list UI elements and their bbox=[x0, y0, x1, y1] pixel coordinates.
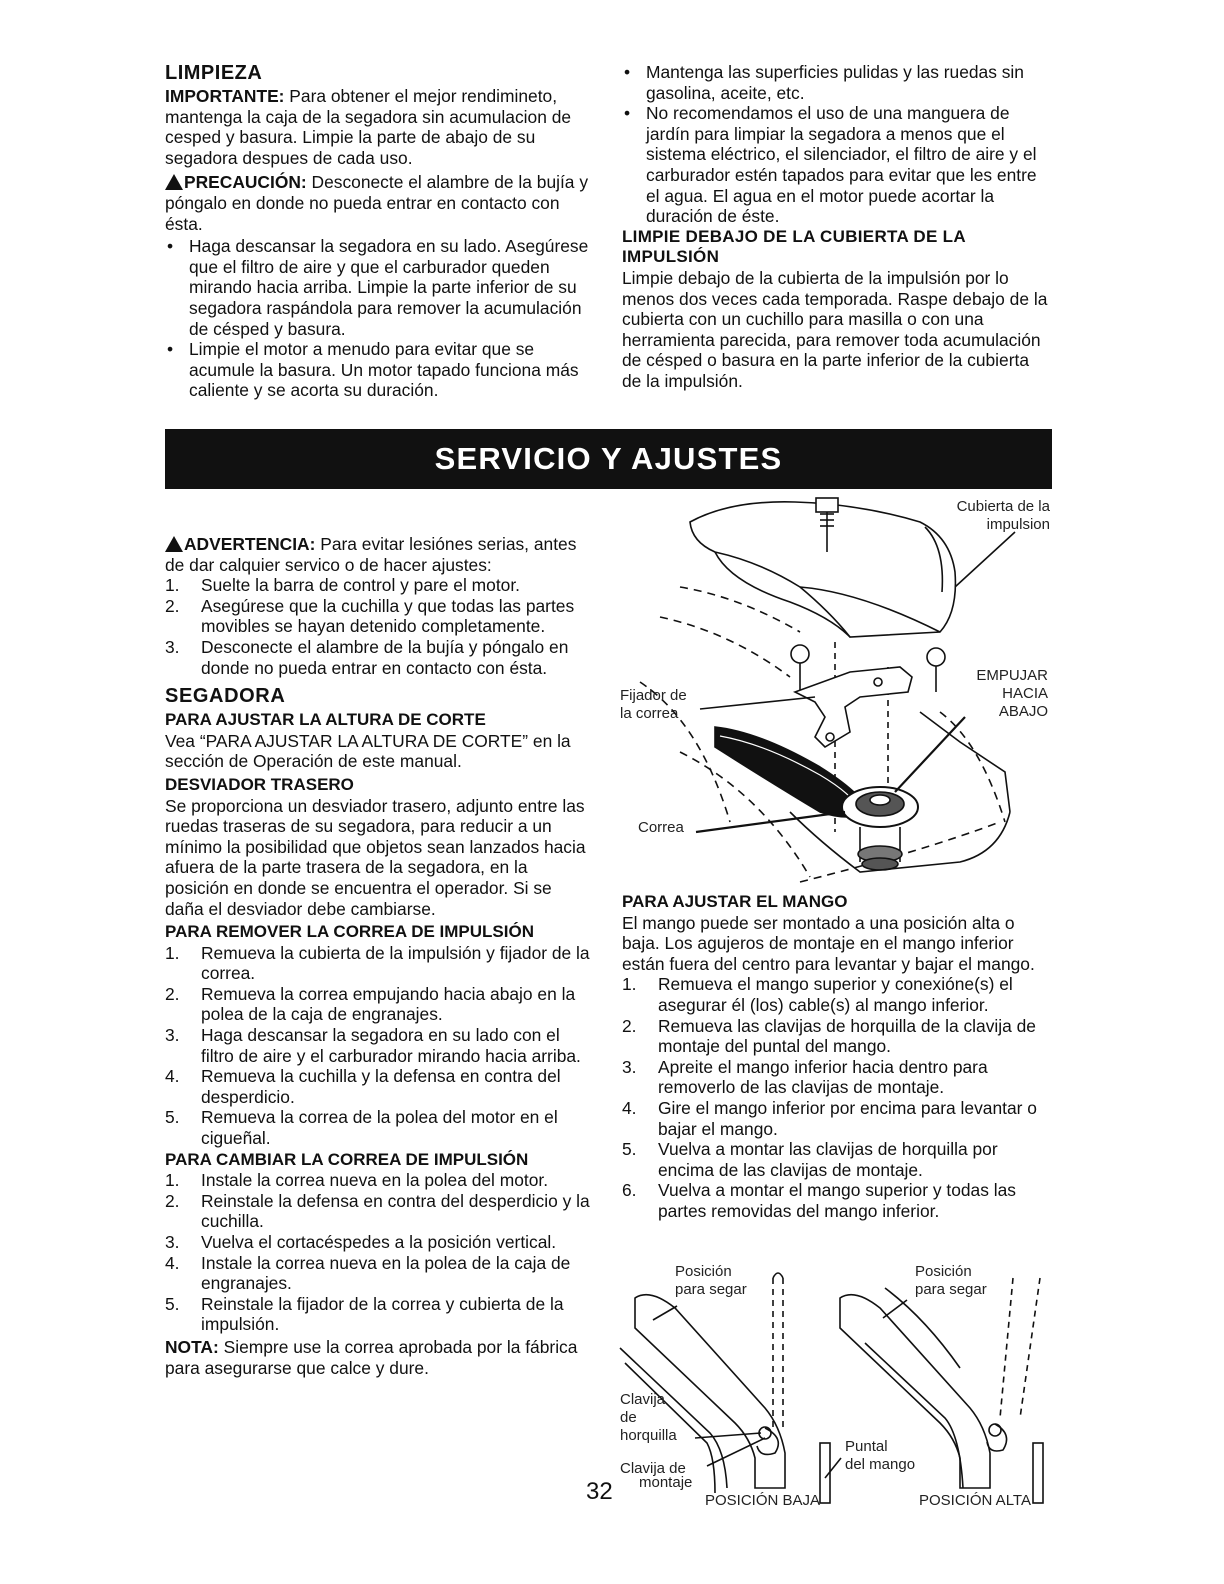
importante-paragraph bbox=[165, 86, 593, 168]
list-item: 5. Vuelva a montar las clavijas de horquilla por encima de las clavijas de montaje. bbox=[622, 1139, 998, 1180]
precaucion-label: PRECAUCIÓN: bbox=[184, 172, 307, 193]
remover-steps bbox=[165, 943, 595, 1149]
list-item: 2. Asegúrese que la cuchilla y que todas las partes movibles se hayan detenido completamente. bbox=[165, 595, 575, 637]
nota-paragraph bbox=[165, 1337, 595, 1378]
limpieza-bullet: • Mantenga las superficies pulidas y las ruedas sin gasolina, aceite, etc. bbox=[622, 62, 1052, 103]
list-item: 2. Reinstale la defensa en contra del desperdicio y la cuchilla. bbox=[165, 1190, 590, 1232]
limpie-debajo-title: LIMPIE DEBAJO DE LA CUBIERTA DE LA IMPULSIÓN bbox=[622, 226, 966, 267]
mango-title: PARA AJUSTAR EL MANGO bbox=[622, 892, 848, 911]
belt-diagram bbox=[620, 492, 1060, 892]
page-number: 32 bbox=[586, 1478, 613, 1505]
label-posicion-alta: POSICIÓN ALTA bbox=[919, 1492, 1031, 1509]
list-item: 3. Haga descansar la segadora en su lado con el filtro de aire y el carburador mirando hacia arriba. bbox=[165, 1025, 581, 1066]
importante-label: IMPORTANTE: bbox=[165, 86, 285, 106]
segadora-title: SEGADORA bbox=[165, 685, 286, 708]
list-item: 4. Gire el mango inferior por encima para levantar o bajar el mango. bbox=[622, 1097, 1037, 1139]
list-item: 5. Reinstale la fijador de la correa y cubierta de la impulsión. bbox=[165, 1293, 564, 1335]
list-item: 2. Remueva las clavijas de horquilla de la clavija de montaje del puntal del mango. bbox=[622, 1015, 1036, 1057]
label-posicion-segar-right: Posición para segar bbox=[915, 1263, 987, 1298]
limpie-debajo-text: Limpie debajo de la cubierta de la impulsión por lo menos dos veces cada temporada. Raspe debajo de la cubierta con un cuchillo para masilla o con una herramienta parecida, para remover toda acumulación de césped o basura en la parte inferior de la cubierta de la impulsión. bbox=[622, 267, 1048, 391]
list-item: 1. Remueva la cubierta de la impulsión y fijador de la correa. bbox=[165, 942, 590, 984]
altura-title: PARA AJUSTAR LA ALTURA DE CORTE bbox=[165, 710, 486, 730]
list-item: 1. Remueva el mango superior y conexióne(s) el asegurar él (los) cable(s) al mango inferior. bbox=[622, 974, 1013, 1015]
desviador-text: Se proporciona un desviador trasero, adjunto entre las ruedas traseras de su segadora, para reducir a un mínimo la posibilidad que objetos sean lanzados hacia afuera de la parte trasera de la segadora, en la posición en donde se encuentra el operador. Si se daña el desviador debe cambiarse. bbox=[165, 795, 586, 919]
label-puntal: Puntal del mango bbox=[845, 1438, 916, 1473]
label-cubierta: Cubierta de la impulsion bbox=[956, 498, 1050, 533]
handle-diagram bbox=[615, 1258, 1060, 1514]
importante-text: Para obtener el mejor rendimineto, mantenga la caja de la segadora sin acumulacion de cesped y basura. Limpie la parte de abajo de su segadora despues de cada uso. bbox=[165, 86, 572, 168]
label-correa: Correa bbox=[638, 819, 684, 836]
list-item: 3. Apreite el mango inferior hacia dentro para removerlo de las clavijas de montaje. bbox=[622, 1056, 988, 1098]
limpieza-section bbox=[165, 62, 593, 401]
advertencia-label: ADVERTENCIA: bbox=[184, 534, 316, 554]
altura-text: Vea “PARA AJUSTAR LA ALTURA DE CORTE” en la sección de Operación de este manual. bbox=[165, 730, 571, 772]
label-fijador: Fijador de la correa bbox=[620, 687, 687, 722]
nota-label: NOTA: bbox=[165, 1336, 219, 1357]
cambiar-title: PARA CAMBIAR LA CORREA DE IMPULSIÓN bbox=[165, 1149, 529, 1169]
advertencia-text: Para evitar lesiónes serias, antes de dar calquier servico o de hacer ajustes: bbox=[165, 534, 577, 575]
list-item: 3. Vuelva el cortacéspedes a la posición vertical. bbox=[165, 1232, 557, 1252]
list-item: 3. Desconecte el alambre de la bujía y póngalo en donde no pueda entrar en contacto con ésta. bbox=[165, 636, 569, 678]
limpieza-bullet: • No recomendamos el uso de una manguera de jardín para limpiar la segadora a menos que el sistema eléctrico, el silenciador, el filtro de aire y el carburador estén tapados para evitar que les entre el agua. El agua en el motor puede acortar la duración de éste. bbox=[622, 103, 1052, 227]
mango-steps bbox=[622, 974, 1052, 1221]
label-montaje: montaje bbox=[639, 1474, 693, 1491]
label-clavija-montaje: Clavija de bbox=[620, 1460, 686, 1477]
label-posicion-segar-left: Posición para segar bbox=[675, 1263, 747, 1298]
precaucion-text: Desconecte el alambre de la bujía y póngalo en donde no pueda entrar en contacto con ésta. bbox=[165, 172, 589, 234]
servicio-left-section bbox=[165, 534, 595, 1378]
list-item: 1. Instale la correa nueva en la polea del motor. bbox=[165, 1170, 549, 1191]
list-item: 1. Suelte la barra de control y pare el motor. bbox=[165, 575, 521, 596]
mango-text: El mango puede ser montado a una posición alta o baja. Los agujeros de montaje en el mango inferior están fuera del centro para levantar y bajar el mango. bbox=[622, 912, 1035, 974]
label-posicion-baja: POSICIÓN BAJA bbox=[705, 1492, 821, 1509]
list-item: 5. Remueva la correa de la polea del motor en el cigueñal. bbox=[165, 1107, 558, 1149]
list-item: 6. Vuelva a montar el mango superior y todas las partes removidas del mango inferior. bbox=[622, 1180, 1016, 1221]
label-clavija-horquilla: Clavija de horquilla bbox=[620, 1391, 677, 1444]
desviador-title: DESVIADOR TRASERO bbox=[165, 774, 354, 794]
section-banner: SERVICIO Y AJUSTES bbox=[165, 429, 1052, 489]
list-item: 4. Remueva la cuchilla y la defensa en contra del desperdicio. bbox=[165, 1066, 561, 1107]
limpieza-title: LIMPIEZA bbox=[165, 62, 263, 84]
advertencia-steps bbox=[165, 575, 595, 678]
limpieza-bullet: • Haga descansar la segadora en su lado. Asegúrese que el filtro de aire y que el carburador queden mirando hacia arriba. Limpie la parte inferior de su segadora raspándola para remover la acumulación de césped y basura. bbox=[165, 236, 593, 339]
warning-triangle-icon bbox=[165, 536, 183, 552]
label-empujar: EMPUJAR HACIA ABAJO bbox=[976, 667, 1048, 720]
advertencia-paragraph bbox=[165, 534, 595, 575]
warning-triangle-icon bbox=[165, 174, 183, 190]
remover-title: PARA REMOVER LA CORREA DE IMPULSIÓN bbox=[165, 922, 534, 942]
list-item: 2. Remueva la correa empujando hacia abajo en la polea de la caja de engranajes. bbox=[165, 983, 576, 1025]
limpieza-bullet: • Limpie el motor a menudo para evitar que se acumule la basura. Un motor tapado funciona más caliente y se acorta su duración. bbox=[165, 339, 593, 401]
cambiar-steps bbox=[165, 1170, 595, 1335]
limpieza-right-section bbox=[622, 62, 1052, 392]
list-item: 4. Instale la correa nueva en la polea de la caja de engranajes. bbox=[165, 1252, 571, 1294]
nota-text: Siempre use la correa aprobada por la fábrica para asegurarse que calce y dure. bbox=[165, 1336, 578, 1378]
mango-section bbox=[622, 892, 1052, 1222]
precaucion-paragraph bbox=[165, 172, 593, 234]
